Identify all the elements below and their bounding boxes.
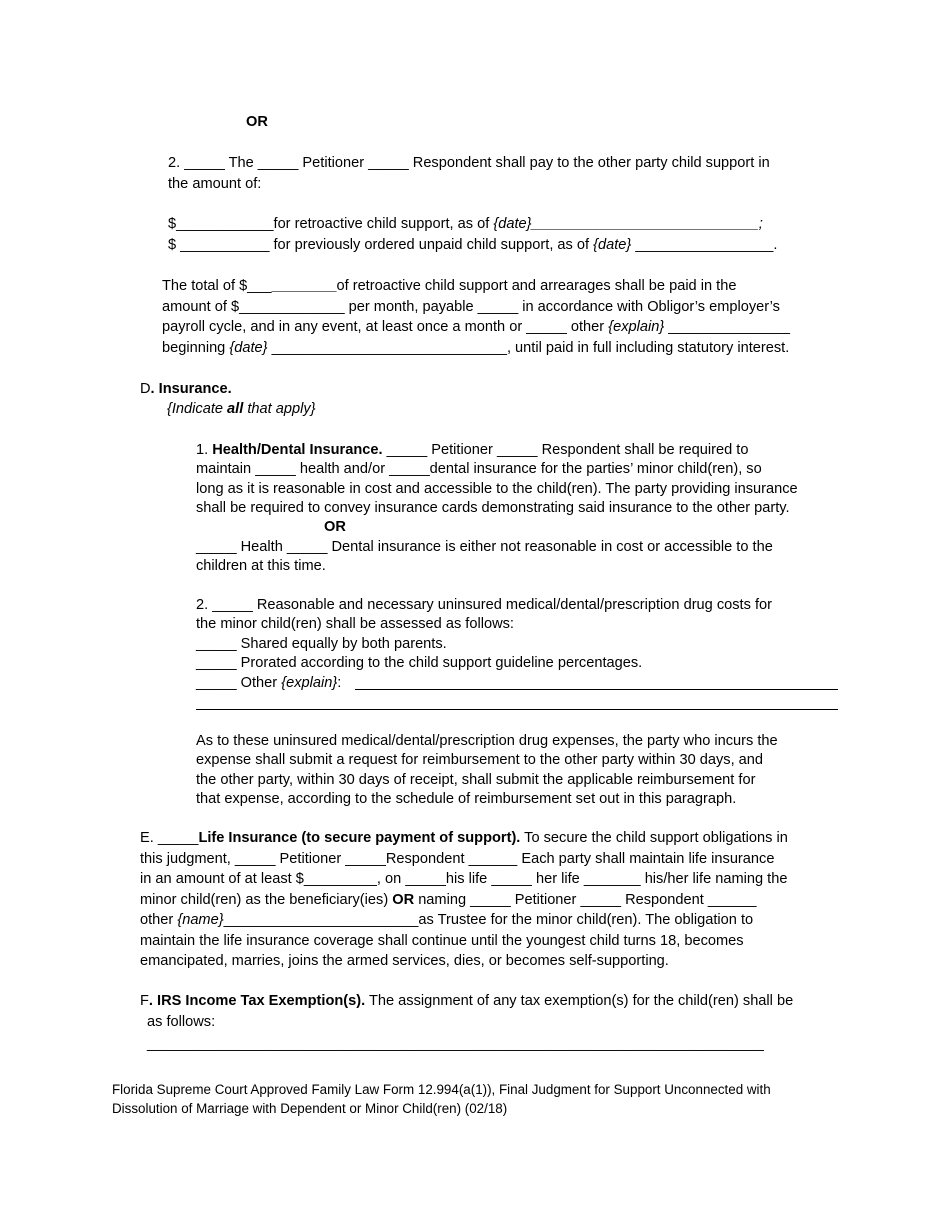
total-paragraph-line-2: amount of $_____________ per month, payable _____ in accordance with Obligor’s employer’s <box>162 299 780 315</box>
tax-exemption-line-1: F. IRS Income Tax Exemption(s). The assignment of any tax exemption(s) for the child(ren) shall be <box>140 993 794 1009</box>
life-insurance-line-1: E. _____Life Insurance (to secure payment of support). To secure the child support obligations in <box>140 830 788 846</box>
section-d-instruction: {Indicate all that apply} <box>167 401 316 417</box>
life-insurance-line-5: other {name}________________________as Trustee for the minor child(ren). The obligation to <box>140 912 754 928</box>
reimbursement-line-4: that expense, according to the schedule of reimbursement set out in this paragraph. <box>196 791 737 807</box>
uninsured-option-other: _____ Other {explain}: <box>196 675 342 691</box>
uninsured-option-shared: _____ Shared equally by both parents. <box>196 636 447 652</box>
total-paragraph-line-1: The total of $___________of retroactive child support and arrearages shall be paid in the <box>162 278 737 294</box>
life-insurance-line-6: maintain the life insurance coverage shall continue until the youngest child turns 18, becomes <box>140 933 744 949</box>
tax-exemption-line-2: as follows: <box>147 1014 216 1030</box>
health-dental-or-label: OR <box>324 519 346 535</box>
uninsured-costs-line-2: the minor child(ren) shall be assessed as follows: <box>196 616 514 632</box>
life-insurance-line-7: emancipated, marries, joins the armed services, dies, or becomes self-supporting. <box>140 953 669 969</box>
section-d-heading: D. Insurance. <box>140 381 232 397</box>
child-support-amount-line: the amount of: <box>168 176 262 192</box>
total-paragraph-line-4: beginning {date} _____________________________, until paid in full including statutory interest. <box>162 340 790 356</box>
life-insurance-line-3: in an amount of at least $_________, on _____his life _____ her life _______ his/her life naming the <box>140 871 788 887</box>
health-dental-line-4: shall be required to convey insurance cards demonstrating said insurance to the other party. <box>196 500 790 516</box>
uninsured-costs-line-1: 2. _____ Reasonable and necessary uninsured medical/dental/prescription drug costs for <box>196 597 772 613</box>
retroactive-support-line: $____________for retroactive child support, as of {date}____________________________; <box>168 216 763 232</box>
reimbursement-line-3: the other party, within 30 days of receipt, shall submit the applicable reimbursement for <box>196 772 756 788</box>
footer-line-1: Florida Supreme Court Approved Family Law Form 12.994(a(1)), Final Judgment for Support Unconnected with <box>112 1082 771 1097</box>
footer-line-2: Dissolution of Marriage with Dependent or Minor Child(ren) (02/18) <box>112 1101 508 1116</box>
life-insurance-line-2: this judgment, _____ Petitioner _____Respondent ______ Each party shall maintain life insurance <box>140 851 775 867</box>
reimbursement-line-1: As to these uninsured medical/dental/prescription drug expenses, the party who incurs the <box>196 733 778 749</box>
health-dental-line-2: maintain _____ health and/or _____dental insurance for the parties’ minor child(ren), so <box>196 461 762 477</box>
total-paragraph-line-3: payroll cycle, and in any event, at least once a month or _____ other {explain} _______________ <box>162 319 791 335</box>
child-support-payer-line: 2. _____ The _____ Petitioner _____ Respondent shall pay to the other party child support in <box>168 155 770 171</box>
health-dental-line-6: children at this time. <box>196 558 326 574</box>
or-label-top: OR <box>246 114 268 130</box>
life-insurance-line-4: minor child(ren) as the beneficiary(ies) OR naming _____ Petitioner _____ Respondent ______ <box>140 892 757 908</box>
other-explain-blank-line-1 <box>355 689 838 690</box>
health-dental-line-3: long as it is reasonable in cost and accessible to the child(ren). The party providing insurance <box>196 481 798 497</box>
health-dental-line-1: 1. Health/Dental Insurance. _____ Petitioner _____ Respondent shall be required to <box>196 442 749 458</box>
reimbursement-line-2: expense shall submit a request for reimbursement to the other party within 30 days, and <box>196 752 764 768</box>
uninsured-option-prorated: _____ Prorated according to the child support guideline percentages. <box>196 655 643 671</box>
tax-exemption-blank-line: ____________________________________________________________________________ <box>147 1036 764 1052</box>
health-dental-line-5: _____ Health _____ Dental insurance is either not reasonable in cost or accessible to the <box>196 539 773 555</box>
previously-ordered-support-line: $ ___________ for previously ordered unpaid child support, as of {date} _________________. <box>168 237 778 253</box>
other-explain-blank-line-2 <box>196 709 838 710</box>
